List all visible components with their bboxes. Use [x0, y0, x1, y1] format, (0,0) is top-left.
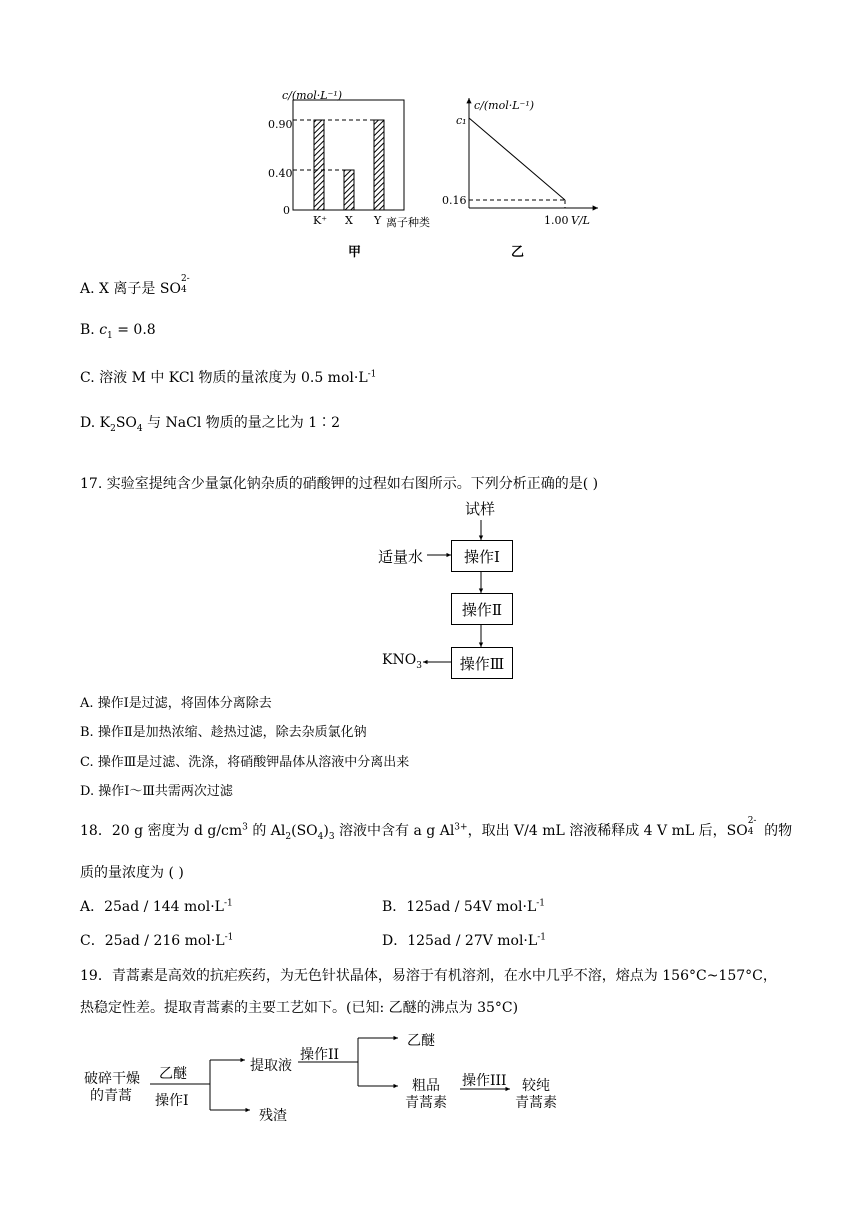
chart-yi-series-line [469, 118, 565, 200]
chart-yi-xtick-100: 1.00 [544, 214, 569, 227]
q16-option-b: B. $c_1 = 0.8$ [80, 322, 156, 341]
q19-flow-pure-line2: 青蒿素 [515, 1095, 557, 1111]
q19-arrow-crude-head [393, 1084, 398, 1088]
chart-jia-ylabel: c/(mol·L⁻¹) [282, 89, 343, 102]
q19-flow-residue: 残渣 [259, 1108, 287, 1124]
q19-arrow-ether-out-head [393, 1036, 398, 1040]
chart-yi-caption: 乙 [511, 245, 525, 260]
chart-jia-caption: 甲 [348, 245, 362, 260]
q19-arrow-residue-head [245, 1108, 250, 1112]
q16-option-a: A. X 离子是 SO 2- 4 [80, 274, 190, 297]
q19-flow-start-line2: 的青蒿 [90, 1088, 132, 1104]
q17-flow-sample: 试样 [465, 500, 496, 518]
q17-flow-product: $KNO_3$ [382, 652, 422, 671]
q19-flow-pure-line1: 较纯 [522, 1078, 550, 1094]
chart-jia-ytick-090: 0.90 [268, 118, 293, 131]
q19-flow-op3: 操作III [462, 1073, 507, 1089]
q18-stem-line2: 质的量浓度为 ( ) [80, 865, 184, 881]
q17-stem: 17. 实验室提纯含少量氯化钠杂质的硝酸钾的过程如右图所示。下列分析正确的是( ) [80, 476, 599, 492]
q19-flow-extract: 提取液 [250, 1058, 292, 1074]
q17-option-b: B. 操作Ⅱ是加热浓缩、趁热过滤，除去杂质氯化钠 [80, 725, 367, 740]
q19-flow-crude-line1: 粗品 [412, 1078, 440, 1094]
chart-yi-yaxis-head [466, 98, 471, 103]
q19-flow-start-line1: 破碎干燥 [84, 1071, 140, 1087]
q19-flow-op2: 操作II [300, 1047, 340, 1063]
chart-jia-bar-0 [314, 120, 324, 210]
chart-yi-xaxis-head [593, 205, 598, 210]
chart-jia-bar-2 [374, 120, 384, 210]
chart-jia-xtick-x: X [345, 214, 353, 227]
q18-option-b: B．125ad / 54V $mol\cdot L^{-1}$ [382, 898, 546, 915]
q19-stem-line1: 19．青蒿素是高效的抗疟疾药，为无色针状晶体，易溶于有机溶剂，在水中几乎不溶，熔点为 156°C~157°C， [80, 968, 777, 984]
chart-yi-ytick-c1: c₁ [456, 114, 467, 127]
q16-option-d: D. $K_2SO_4$ 与 NaCl 物质的量之比为 1∶2 [80, 415, 341, 434]
q19-flow-op1: 操作I [155, 1093, 189, 1109]
chart-jia-ytick-0: 0 [283, 204, 290, 217]
chart-jia-ytick-040: 0.40 [268, 167, 293, 180]
q16-option-c: C. 溶液 M 中 KCl 物质的量浓度为 0.5 $mol\cdot L^{-1}$ [80, 369, 377, 386]
chart-yi-ytick-016: 0.16 [442, 194, 467, 207]
q19-flow-ether: 乙醚 [159, 1066, 187, 1082]
q18-option-c: C．25ad / 216 $mol\cdot L^{-1}$ [80, 932, 234, 949]
chart-jia-bar-1 [344, 170, 354, 210]
chart-yi-xlabel: V/L [571, 214, 590, 227]
q18-stem-line1: 18．20 g 密度为 d $g/cm^3$ 的 $Al_2(SO_4)_3$ 溶液中含有 a g $Al^{3+}$，取出 V/4 mL 溶液稀释成 4 V mL 后，SO 2- 4 的物 [80, 816, 793, 842]
q17-arrow-op3-kno3-head [423, 660, 428, 664]
chart-jia-xlabel: 离子种类 [386, 216, 430, 229]
q19-flow-crude-line2: 青蒿素 [405, 1095, 447, 1111]
q17-flow-op1: 操作Ⅰ [451, 540, 513, 572]
q19-stem-line2: 热稳定性差。提取青蒿素的主要工艺如下。(已知: 乙醚的沸点为 35°C) [80, 1000, 519, 1016]
q18-option-d: D．125ad / 27V $mol\cdot L^{-1}$ [382, 932, 546, 949]
q19-arrow-extract-head [240, 1058, 245, 1062]
q17-flow-water: 适量水 [378, 548, 424, 566]
q18-option-a: A．25ad / 144 $mol\cdot L^{-1}$ [80, 898, 233, 915]
q17-flow-op3: 操作Ⅲ [451, 647, 513, 679]
q17-option-d: D. 操作Ⅰ～Ⅲ共需两次过滤 [80, 784, 233, 799]
q17-option-a: A. 操作Ⅰ是过滤，将固体分离除去 [80, 696, 272, 711]
chart-yi-ylabel: c/(mol·L⁻¹) [474, 99, 535, 112]
q17-option-c: C. 操作Ⅲ是过滤、洗涤，将硝酸钾晶体从溶液中分离出来 [80, 755, 410, 770]
q19-flow-ether-out: 乙醚 [407, 1033, 435, 1049]
chart-jia-xtick-k: K⁺ [313, 214, 328, 227]
chart-jia-xtick-y: Y [374, 214, 382, 227]
q17-flow-op2: 操作Ⅱ [451, 593, 513, 625]
